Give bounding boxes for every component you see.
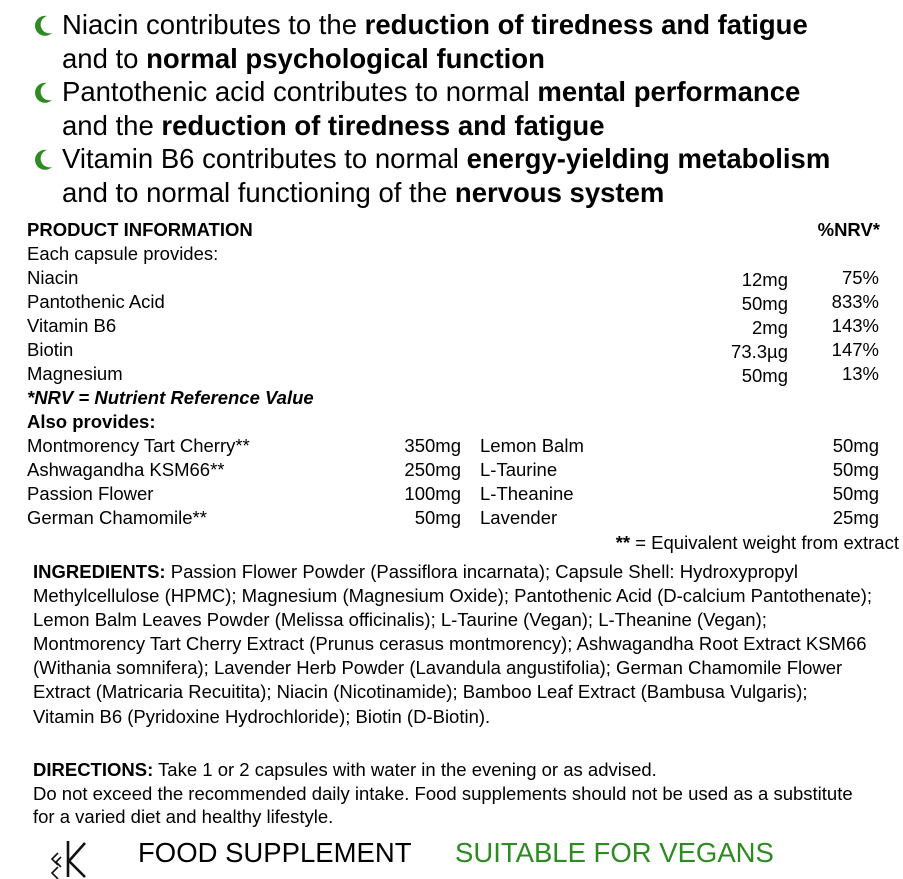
ingredient-amount: 350mg bbox=[404, 435, 461, 456]
nutrient-nrv: 147% bbox=[831, 339, 879, 360]
each-capsule-label: Each capsule provides: bbox=[27, 243, 219, 264]
ingredient-amount: 50mg bbox=[832, 459, 879, 480]
ingredients-label: INGREDIENTS: bbox=[33, 561, 166, 582]
moon-icon bbox=[30, 14, 54, 38]
product-information-table bbox=[27, 218, 880, 530]
ingredient-amount: 50mg bbox=[832, 483, 879, 504]
nutrient-name: Pantothenic Acid bbox=[27, 291, 165, 312]
claim-pantothenic-acid bbox=[30, 75, 900, 142]
ingredient-amount: 50mg bbox=[832, 435, 879, 456]
nutrient-row bbox=[27, 338, 880, 362]
nutrient-amount: 73.3µg bbox=[731, 341, 788, 362]
ingredient-name: Passion Flower bbox=[27, 483, 154, 504]
equivalent-weight-note: ** = Equivalent weight from extract bbox=[615, 532, 899, 553]
nutrient-amount: 50mg bbox=[741, 365, 788, 386]
nutrient-row bbox=[27, 290, 880, 314]
nutrient-row bbox=[27, 314, 880, 338]
ingredient-name: German Chamomile** bbox=[27, 507, 207, 528]
ingredient-amount: 25mg bbox=[832, 507, 879, 528]
ingredient-amount: 50mg bbox=[414, 507, 461, 528]
nutrient-row bbox=[27, 266, 880, 290]
nutrient-name: Magnesium bbox=[27, 363, 123, 384]
also-provides-list bbox=[27, 434, 880, 530]
also-provides-row bbox=[27, 434, 880, 458]
also-provides-row bbox=[27, 482, 880, 506]
nutrient-name: Vitamin B6 bbox=[27, 315, 117, 336]
ingredient-amount: 250mg bbox=[404, 459, 461, 480]
nutrient-amount: 50mg bbox=[741, 293, 788, 314]
nutrient-amount: 2mg bbox=[752, 317, 788, 338]
moon-icon bbox=[30, 148, 54, 172]
product-info-title: PRODUCT INFORMATION bbox=[27, 219, 253, 240]
directions-label: DIRECTIONS: bbox=[33, 759, 154, 780]
directions-text: Take 1 or 2 capsules with water in the evening or as advised. bbox=[153, 759, 657, 780]
also-provides-row bbox=[27, 506, 880, 530]
ingredient-name: L-Theanine bbox=[480, 483, 574, 504]
nutrient-nrv: 833% bbox=[831, 291, 879, 312]
ingredient-name: Lemon Balm bbox=[480, 435, 584, 456]
nutrient-row bbox=[27, 362, 880, 386]
food-supplement-label: FOOD SUPPLEMENT bbox=[138, 837, 412, 868]
ingredient-name: L-Taurine bbox=[480, 459, 558, 480]
claim-niacin bbox=[30, 8, 900, 75]
ingredients-paragraph bbox=[33, 560, 873, 729]
nutrient-nrv: 13% bbox=[841, 363, 879, 384]
nutrient-amount: 12mg bbox=[741, 269, 788, 290]
claim-text: Niacin contributes to the reduction of tiredness and fatigue and to normal psychological function bbox=[62, 9, 808, 74]
moon-icon bbox=[30, 81, 54, 105]
nutrient-name: Biotin bbox=[27, 339, 74, 360]
claim-vitamin-b6 bbox=[30, 142, 900, 209]
ingredient-name: Montmorency Tart Cherry** bbox=[27, 435, 250, 456]
nutrient-nrv: 75% bbox=[841, 267, 879, 288]
directions-warning: Do not exceed the recommended daily intake. Food supplements should not be used as a substitute for a varied diet and healthy lifestyle. bbox=[33, 782, 853, 827]
ingredient-amount: 100mg bbox=[404, 483, 461, 504]
product-info-header-row bbox=[27, 218, 880, 242]
nrv-column-header: %NRV* bbox=[817, 219, 880, 240]
claim-text: Vitamin B6 contributes to normal energy-yielding metabolism and to normal functioning of the nervous system bbox=[62, 143, 831, 208]
nutrient-name: Niacin bbox=[27, 267, 79, 288]
ingredient-name: Ashwagandha KSM66** bbox=[27, 459, 225, 480]
nutrient-nrv: 143% bbox=[831, 315, 879, 336]
also-provides-row bbox=[27, 458, 880, 482]
k-brand-logo-icon bbox=[47, 835, 91, 879]
footer-bar bbox=[0, 832, 903, 879]
claim-text: Pantothenic acid contributes to normal mental performance and the reduction of tiredness and fatigue bbox=[62, 76, 801, 141]
health-claims-list bbox=[30, 8, 900, 209]
ingredients-text: Passion Flower Powder (Passiflora incarnata); Capsule Shell: Hydroxypropyl Methylcellulose (HPMC); Magnesium (Magnesium Oxide); Pantothenic Acid (D-calcium Pantothenate); Lemon Balm Leaves Powder (Melissa officinalis); L-Taurine (Vegan); L-Theanine (Vegan); Montmorency Tart Cherry Extract (Prunus cerasus montmorency); Ashwagandha Root Extract KSM66 (Withania somnifera); Lavender Herb Powder (Lavandula angustifolia); German Chamomile Flower Extract (Matricaria Recuitita); Niacin (Nicotinamide); Bamboo Leaf Extract (Bambusa Vulgaris); Vitamin B6 (Pyridoxine Hydrochloride); Biotin (D-Biotin). bbox=[33, 561, 873, 727]
nrv-footnote: *NRV = Nutrient Reference Value bbox=[27, 387, 314, 408]
vegan-badge: SUITABLE FOR VEGANS bbox=[455, 837, 774, 868]
ingredient-name: Lavender bbox=[480, 507, 558, 528]
also-provides-title: Also provides: bbox=[27, 411, 156, 432]
directions-paragraph bbox=[33, 758, 873, 829]
